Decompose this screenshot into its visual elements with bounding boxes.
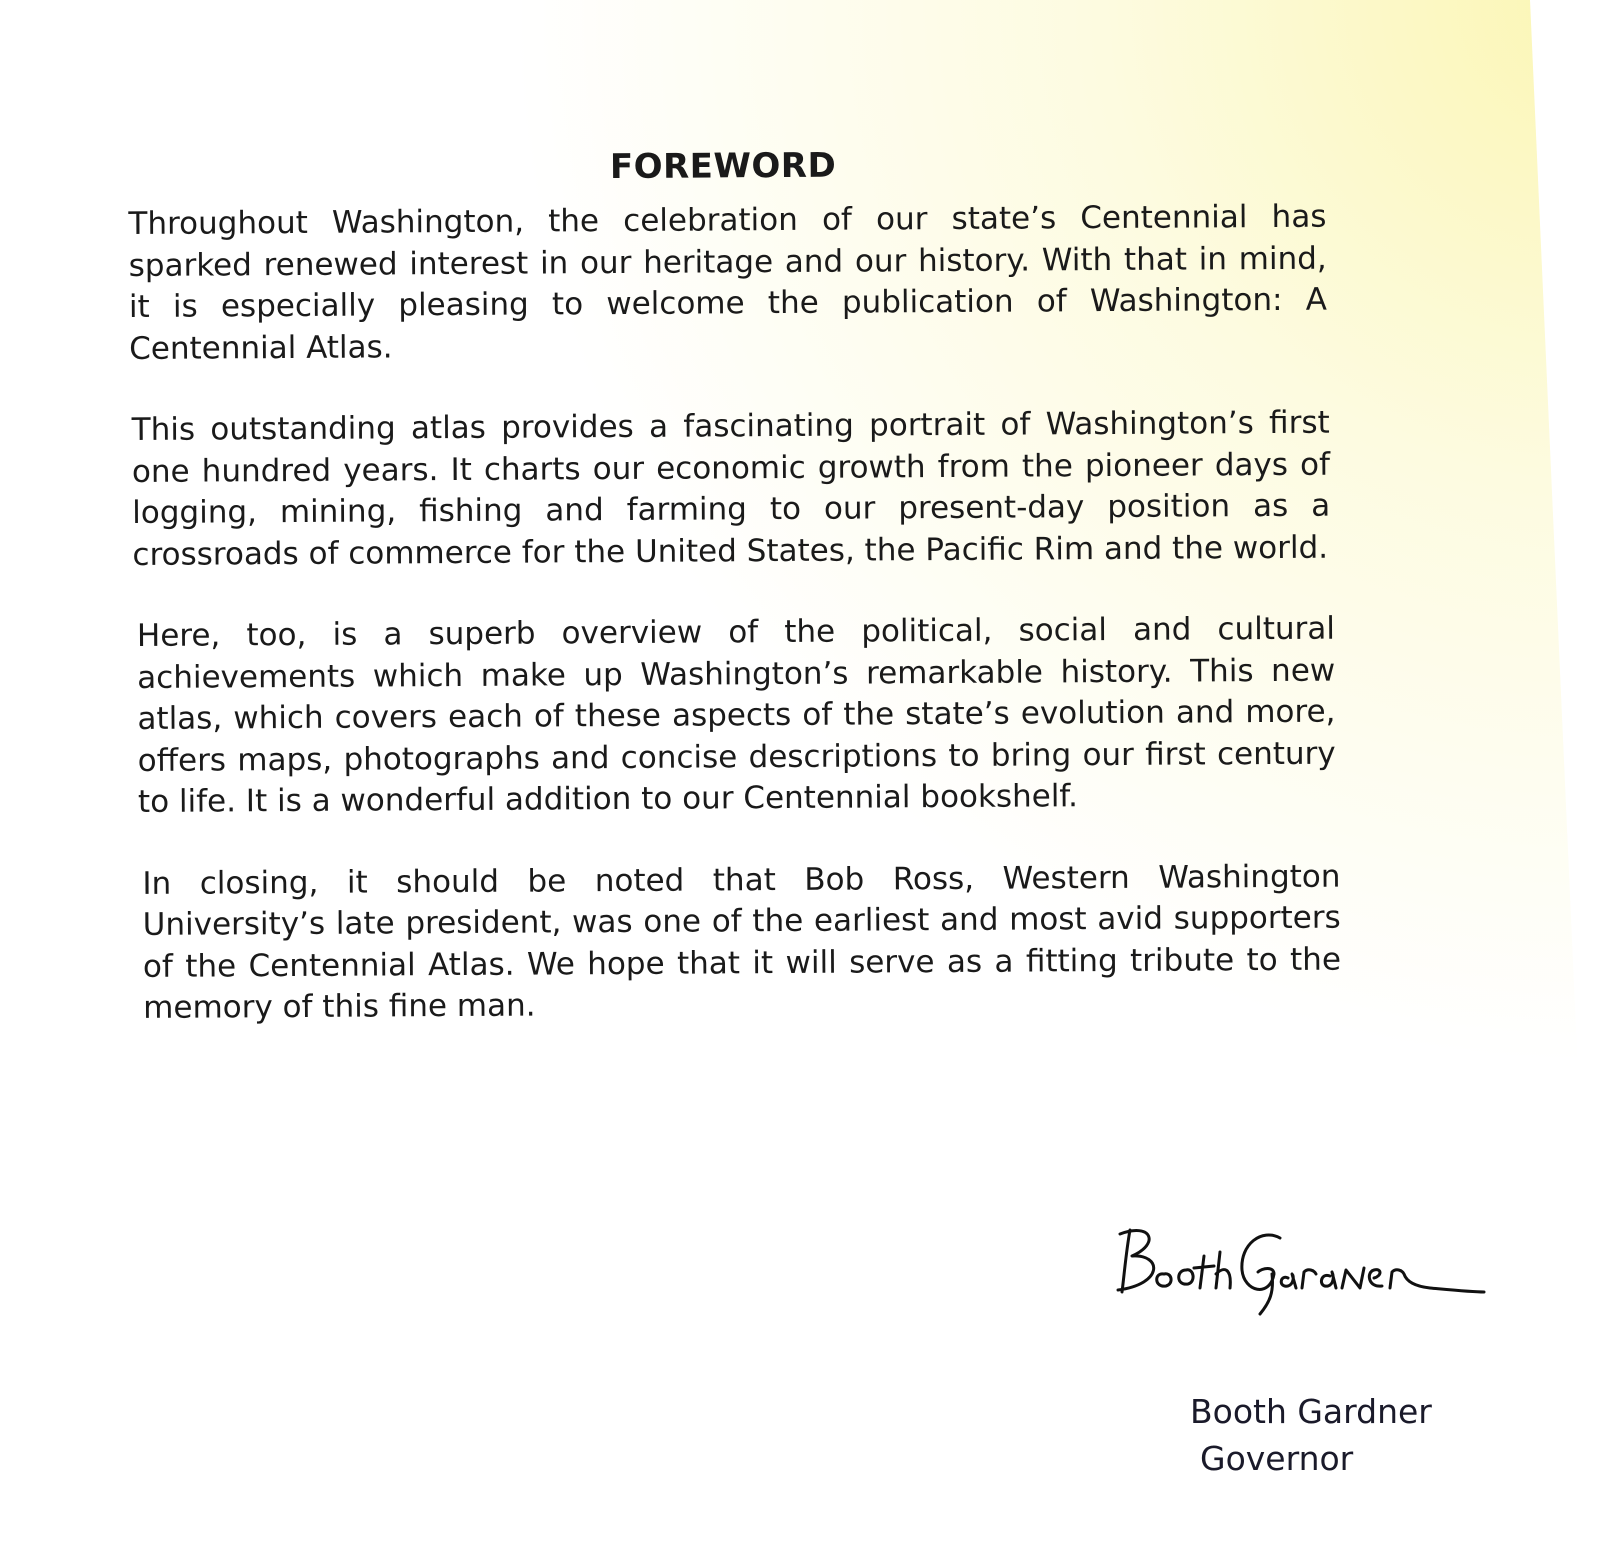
signatory — [1190, 1388, 1432, 1482]
signatory-name: Booth Gardner — [1190, 1392, 1432, 1431]
foreword-content — [128, 142, 1394, 1069]
foreword-paragraph-3: Here, too, is a superb overview of the political, social and cultural achievements which make up Washington’s remarkable history. This new atlas, which covers each of these aspects of the state’s evolution and more, offers maps, photographs and concise descriptions to bring our first century to life. It is a wonderful addition to our Centennial bookshelf. — [136, 610, 1336, 820]
foreword-paragraph-1: Throughout Washington, the celebration of our state’s Centennial has sparked renewed interest in our heritage and our history. With that in mind, it is especially pleasing to welcome the publication of Washington: A Centennial Atlas. — [128, 198, 1328, 367]
signatory-title: Governor — [1200, 1439, 1354, 1478]
foreword-paragraph-4: In closing, it should be noted that Bob Ross, Western Washington University’s late president, was one of the earliest and most avid supporters of the Centennial Atlas. We hope that it will serve as a fitting tribute to the memory of this fine man. — [142, 858, 1342, 1026]
page-edge — [1530, 0, 1600, 1567]
foreword-title: FOREWORD — [609, 145, 837, 188]
foreword-paragraph-2: This outstanding atlas provides a fascinating portrait of Washington’s first one hundred years. It charts our economic growth from the pioneer days of logging, mining, fishing and farming to our present-day position as a crossroads of commerce for the United States, the Pacific Rim and the world. — [131, 404, 1331, 573]
handwritten-signature — [1112, 1222, 1492, 1322]
